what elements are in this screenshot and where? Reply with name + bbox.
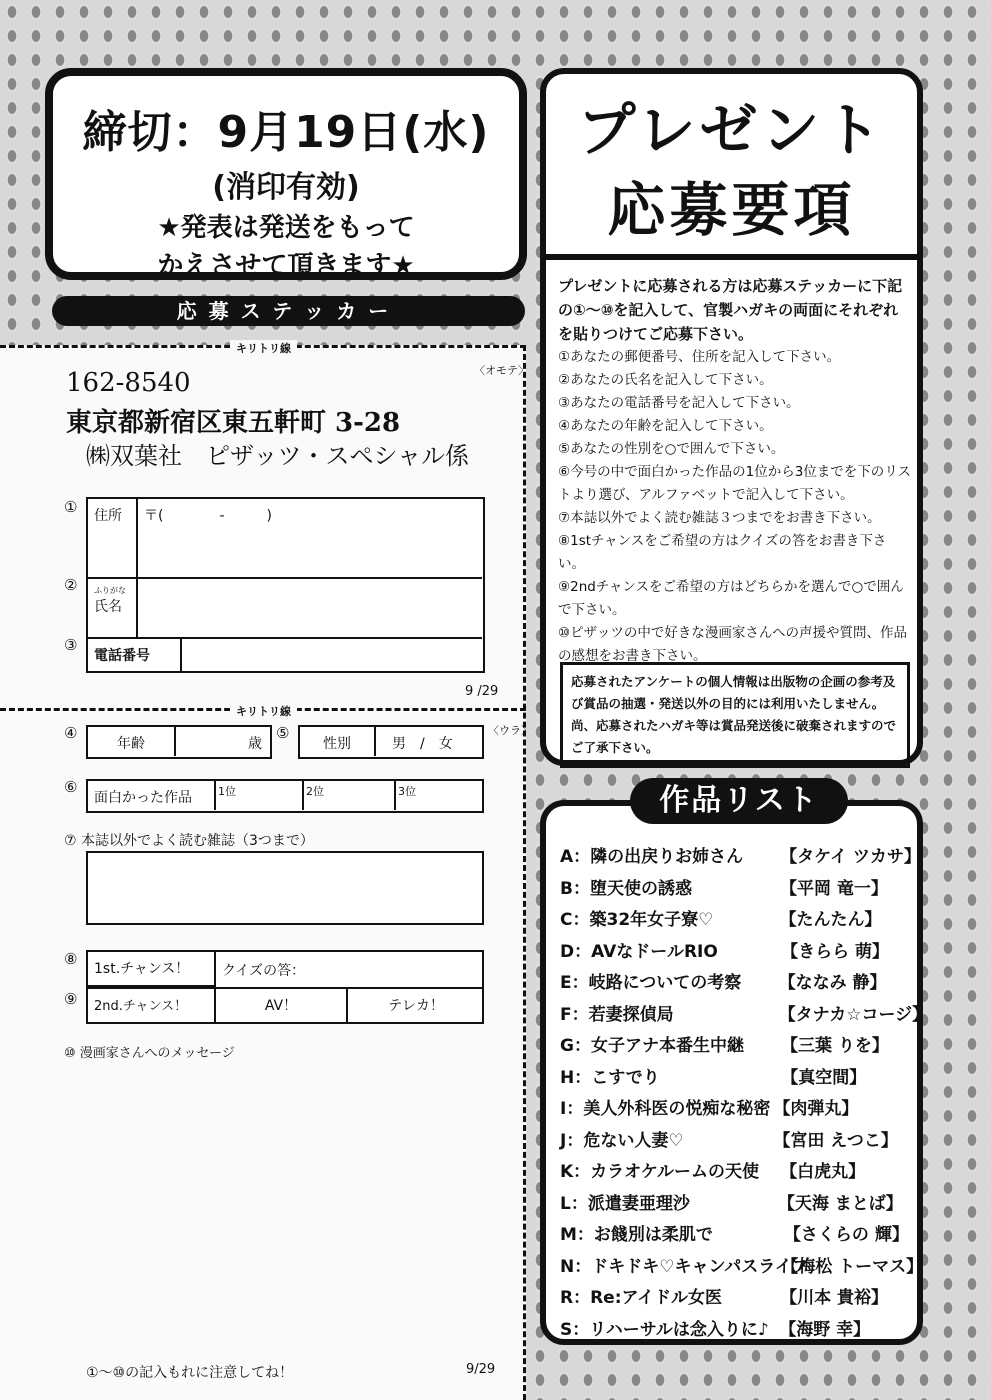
back-side-label: 〈ウラ〉 <box>488 724 532 737</box>
option-av[interactable]: AV！ <box>216 989 348 1022</box>
work-title: リハーサルは念入りに♪ <box>589 1319 769 1340</box>
cut-line-middle <box>0 705 526 718</box>
work-item <box>560 1283 888 1308</box>
work-author: 【宮田 えつこ】 <box>773 1130 898 1151</box>
work-item <box>560 968 887 993</box>
work-key: D： <box>560 941 592 962</box>
work-item <box>560 1126 898 1151</box>
message-label-text: 漫画家さんへのメッセージ <box>79 1046 235 1061</box>
address-field[interactable]: 〒( - ) <box>144 508 272 524</box>
favorite-works-label: 面白かった作品 <box>88 781 216 810</box>
option-teleca[interactable]: テレカ！ <box>388 998 444 1014</box>
work-item <box>560 1063 866 1088</box>
step: ⑨2ndチャンスをご希望の方はどちらかを選んで○で囲んで下さい。 <box>558 579 904 618</box>
work-author: 【平岡 竜一】 <box>779 878 888 899</box>
cut-label: キリトリ線 <box>230 703 297 719</box>
work-title: 美人外科医の悦痴な秘密 <box>583 1099 771 1119</box>
name-label-text: 氏名 <box>94 599 122 615</box>
deadline-date: 締切：9月19日(水) <box>82 107 490 158</box>
item-number: ⑨ <box>64 990 78 1008</box>
work-title: 危ない人妻♡ <box>583 1130 684 1151</box>
rank-3-label: 3位 <box>398 785 416 798</box>
work-key: L： <box>560 1193 588 1214</box>
work-author: 【きらら 萌】 <box>781 941 890 962</box>
announcement-line-1: ★発表は発送をもって <box>157 213 415 243</box>
step: ②あなたの氏名を記入して下さい。 <box>558 372 773 388</box>
step: ⑥今号の中で面白かった作品の1位から3位までを下のリストより選び、アルファベットで記入して下さい。 <box>558 464 912 503</box>
chance-form <box>86 950 484 1024</box>
rank-1-label: 1位 <box>218 785 236 798</box>
work-key: E： <box>560 973 589 993</box>
item-number: ⑤ <box>276 724 290 742</box>
work-key: J： <box>560 1130 584 1151</box>
age-field[interactable] <box>86 725 272 759</box>
item-number: ⑧ <box>64 950 78 968</box>
front-side-label: 〈オモテ〉 <box>474 364 529 377</box>
work-title: 隣の出戻りお姉さん <box>590 847 744 867</box>
work-title: ドキドキ♡キャンパスライフ <box>591 1256 809 1277</box>
step: ⑤あなたの性別を○で囲んで下さい。 <box>558 441 785 457</box>
work-author: 【白虎丸】 <box>780 1162 866 1182</box>
cut-line-top <box>0 342 526 355</box>
work-author: 【ななみ 静】 <box>778 973 887 993</box>
recipient: ㈱双葉社 ピザッツ・スペシャル係 <box>86 442 470 470</box>
work-item <box>560 842 921 867</box>
item-number: ③ <box>64 636 78 654</box>
work-key: F： <box>560 1004 589 1025</box>
work-key: C： <box>560 910 590 930</box>
postal-code: 162-8540 <box>66 368 191 398</box>
work-title: AVなドールRIO <box>591 941 718 962</box>
first-chance-label: 1st.チャンス！ <box>88 952 216 987</box>
work-author: 【海野 幸】 <box>779 1319 871 1340</box>
step: ①あなたの郵便番号、住所を記入して下さい。 <box>558 349 841 365</box>
sticker-header: 応募ステッカー <box>52 296 525 326</box>
cut-label: キリトリ線 <box>230 340 297 356</box>
work-title: カラオケルームの天使 <box>590 1162 759 1182</box>
title-line-2: 応募要項 <box>607 176 856 244</box>
present-steps <box>558 346 913 668</box>
item-number: ④ <box>64 724 78 742</box>
work-author: 【三葉 りを】 <box>780 1036 889 1056</box>
gender-label: 性別 <box>300 727 376 756</box>
work-title: お餞別は柔肌で <box>593 1225 713 1245</box>
present-title <box>546 90 917 250</box>
work-author: 【天海 まとば】 <box>777 1193 903 1214</box>
magazines-label <box>64 830 314 850</box>
present-guidelines-box <box>540 68 923 766</box>
step: ③あなたの電話番号を記入して下さい。 <box>558 395 800 411</box>
magazines-label-text: 本誌以外でよく読む雑誌（3つまで） <box>81 833 314 849</box>
work-key: M： <box>560 1225 594 1245</box>
age-unit: 歳 <box>248 736 262 752</box>
work-item <box>560 1315 870 1340</box>
work-title: 築32年女子寮♡ <box>589 910 714 930</box>
work-author: 【川本 貴裕】 <box>780 1288 889 1308</box>
address-label: 住所 <box>88 499 138 579</box>
name-field[interactable] <box>144 581 474 633</box>
work-key: N： <box>560 1256 592 1277</box>
work-item <box>560 1157 865 1182</box>
work-item <box>560 1189 903 1214</box>
work-title: Re:アイドル女医 <box>590 1288 722 1308</box>
work-author: 【タケイ ツカサ】 <box>780 847 921 867</box>
work-author: 【タナカ☆コージ】 <box>778 1004 930 1025</box>
work-key: R： <box>560 1288 591 1308</box>
present-intro: プレゼントに応募される方は応募ステッカーに下記の①〜⑩を記入して、官製ハガキの両面にそれぞれを貼りつけてご応募下さい。 <box>558 277 903 343</box>
rank-2-field[interactable] <box>304 781 396 810</box>
work-key: A： <box>560 847 591 867</box>
work-title: 女子アナ本番生中継 <box>590 1036 744 1056</box>
work-item <box>560 1252 923 1277</box>
work-key: I： <box>560 1099 584 1119</box>
quiz-answer-field[interactable]: クイズの答： <box>222 963 306 979</box>
message-label <box>64 1042 235 1061</box>
item-number: ⑦ <box>64 833 77 849</box>
works-list-box <box>540 800 930 1345</box>
step: ⑧1stチャンスをご希望の方はクイズの答をお書き下さい。 <box>558 533 887 572</box>
work-title: 若妻探偵局 <box>588 1004 674 1025</box>
work-author: 【たんたん】 <box>779 910 882 930</box>
address: 東京都新宿区東五軒町 3-28 <box>66 408 401 438</box>
phone-label: 電話番号 <box>88 639 182 671</box>
back-date: 9/29 <box>466 1362 496 1377</box>
announcement-line-2: かえさせて頂きます★ <box>157 251 415 281</box>
favorite-works-field <box>86 779 484 813</box>
rank-1-field[interactable] <box>216 781 304 810</box>
rank-2-label: 2位 <box>306 785 324 798</box>
work-author: 【真空間】 <box>781 1067 867 1088</box>
work-key: B： <box>560 878 590 899</box>
gender-options[interactable]: 男 / 女 <box>392 736 453 752</box>
step: ④あなたの年齢を記入して下さい。 <box>558 418 773 434</box>
magazines-field[interactable] <box>86 851 484 925</box>
phone-field[interactable] <box>186 641 476 669</box>
work-title: 派遣妻亜理沙 <box>587 1193 690 1214</box>
work-author: 【梅松 トーマス】 <box>781 1256 924 1277</box>
name-label <box>88 579 138 637</box>
work-key: S： <box>560 1319 590 1340</box>
contact-form <box>86 497 485 673</box>
work-title: 堕天使の誘惑 <box>589 878 692 899</box>
work-item <box>560 937 889 962</box>
work-key: H： <box>560 1067 592 1088</box>
work-author: 【肉弾丸】 <box>773 1099 859 1119</box>
postmark-note: (消印有効) <box>212 170 360 205</box>
privacy-notice: 応募されたアンケートの個人情報は出版物の企画の参考及び賞品の抽選・発送以外の目的には利用いたしません。尚、応募されたハガキ等は賞品発送後に破棄されますのでご了承下さい。 <box>560 662 910 768</box>
work-item <box>560 905 881 930</box>
work-key: K： <box>560 1162 591 1182</box>
works-list-title: 作品リスト <box>630 778 848 824</box>
rank-3-field[interactable] <box>398 783 416 799</box>
front-date: 9 /29 <box>465 684 499 699</box>
work-item <box>560 1094 858 1119</box>
deadline-box <box>45 68 527 280</box>
work-key: G： <box>560 1036 591 1056</box>
step: ⑩ピザッツの中で好きな漫画家さんへの声援や質問、作品の感想をお書き下さい。 <box>558 625 908 664</box>
footer-note: ①〜⑩の記入もれに注意してね！ <box>86 1365 294 1381</box>
work-item <box>560 1000 929 1025</box>
furigana-label: ふりがな <box>94 586 126 595</box>
item-number: ① <box>64 498 78 516</box>
item-number: ⑩ <box>64 1046 76 1061</box>
work-item <box>560 874 888 899</box>
step: ⑦本誌以外でよく読む雑誌３つまでをお書き下さい。 <box>558 510 881 526</box>
work-title: こすでり <box>591 1067 660 1088</box>
work-item <box>560 1031 889 1056</box>
work-item <box>560 1220 909 1245</box>
title-line-1: プレゼント <box>577 96 886 164</box>
work-title: 岐路についての考察 <box>588 973 742 993</box>
gender-field[interactable] <box>298 725 484 759</box>
work-author: 【さくらの 輝】 <box>783 1225 909 1245</box>
second-chance-label: 2nd.チャンス！ <box>88 989 216 1022</box>
item-number: ⑥ <box>64 778 78 796</box>
item-number: ② <box>64 576 78 594</box>
age-label: 年齢 <box>88 727 176 756</box>
